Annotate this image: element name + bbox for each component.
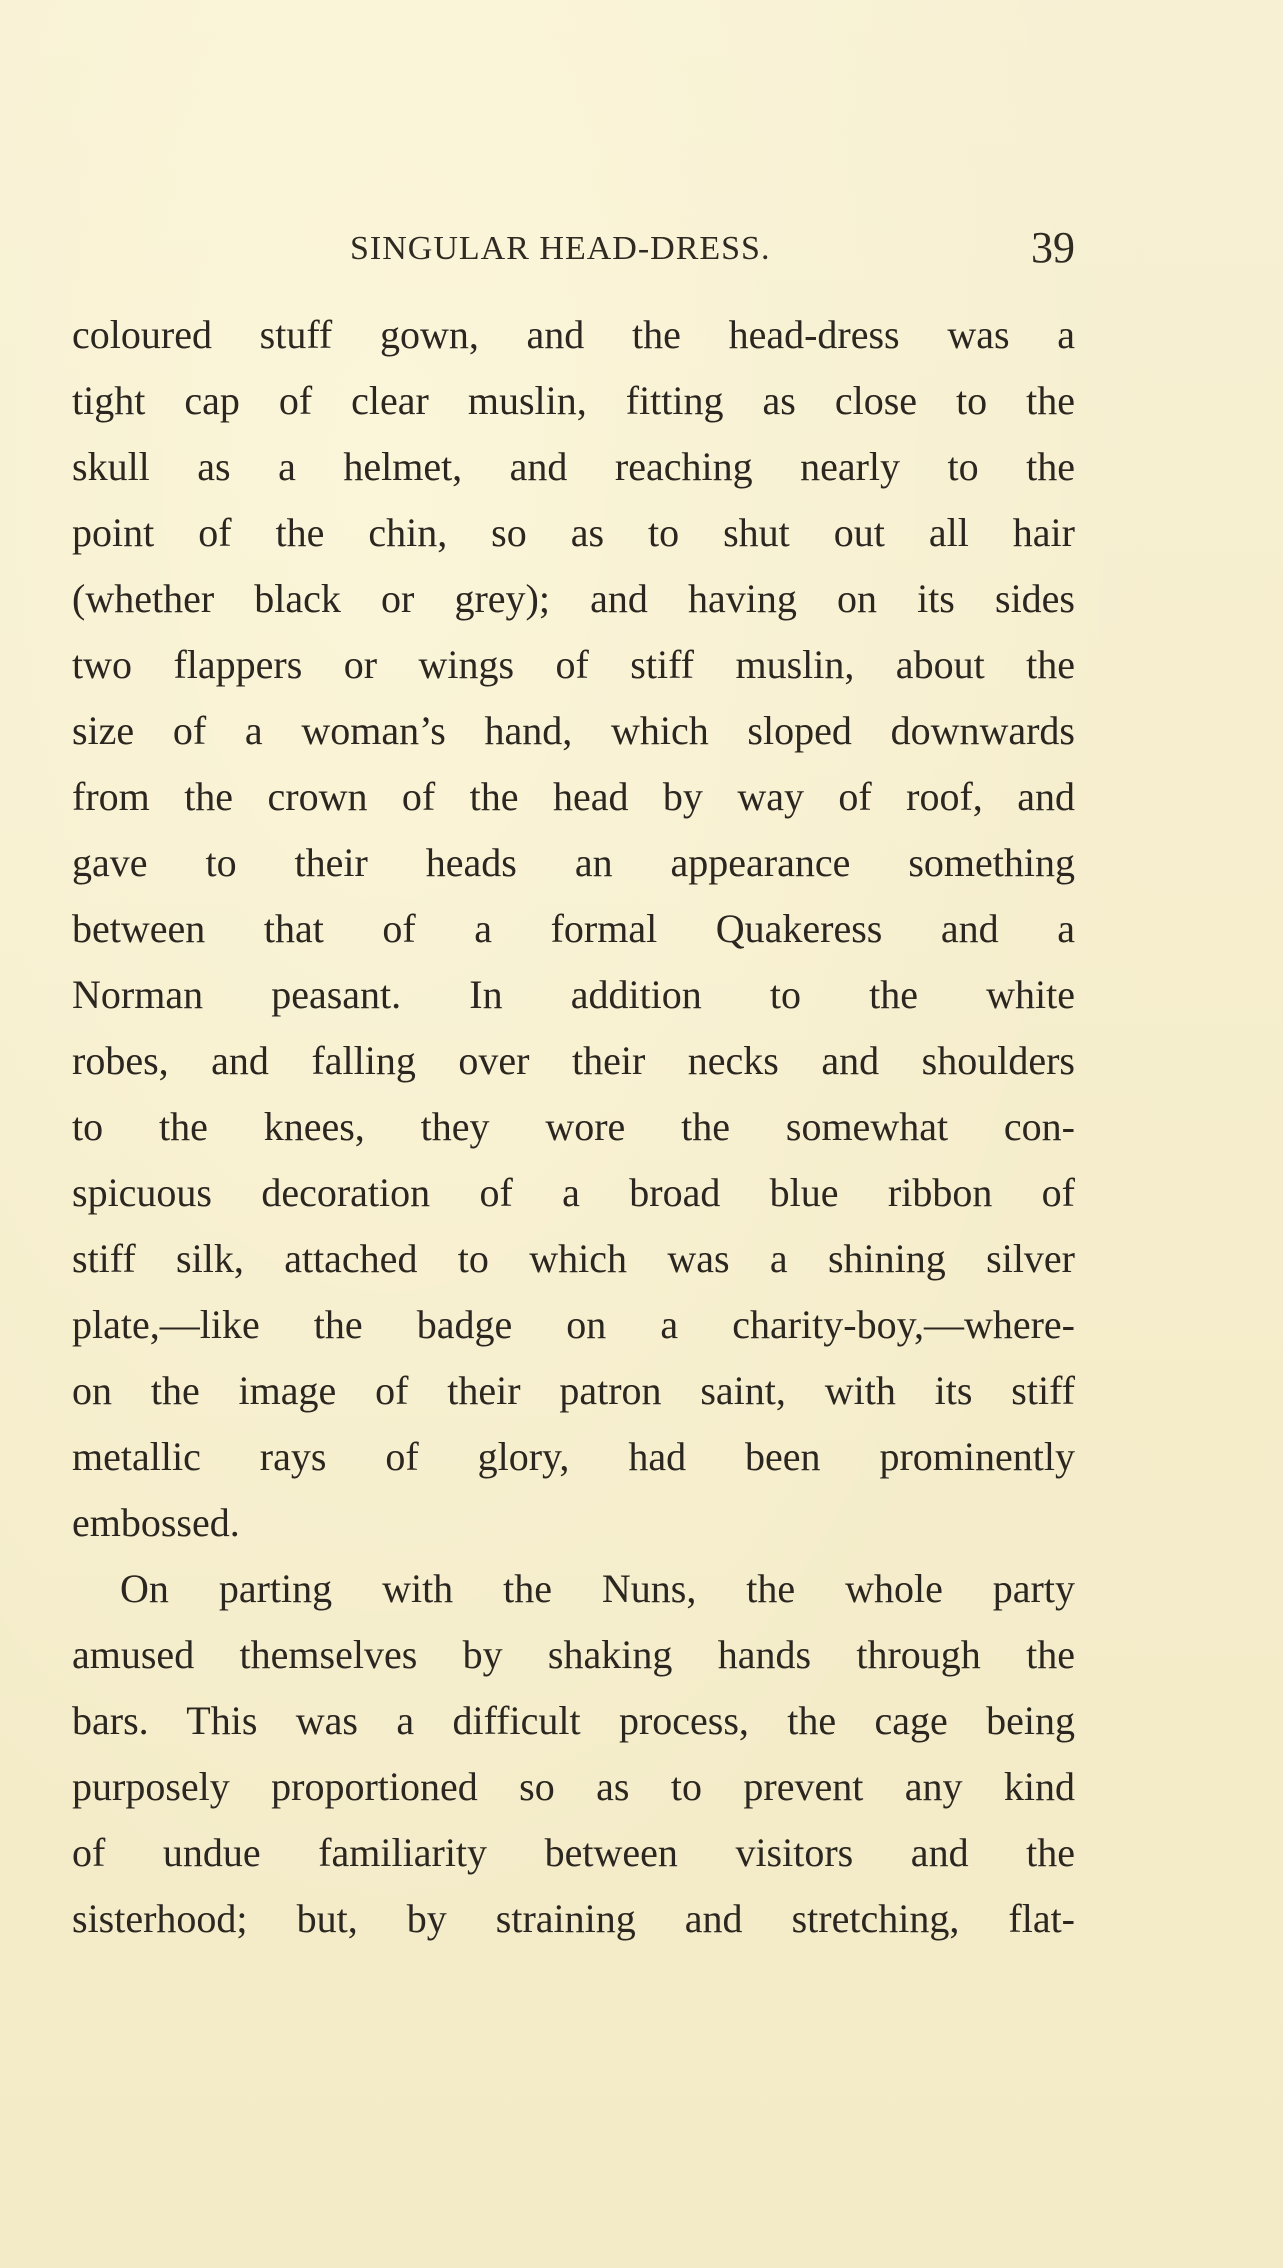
paragraph-2: [72, 1556, 1075, 1952]
text-line: on the image of their patron saint, with its stiff: [72, 1368, 1075, 1413]
text-line: gave to their heads an appearance something: [72, 840, 1075, 885]
text-line: skull as a helmet, and reaching nearly to the: [72, 444, 1075, 489]
body-text: [72, 302, 1075, 1952]
text-line: bars. This was a difficult process, the cage being: [72, 1698, 1075, 1743]
page-number: 39: [1031, 223, 1075, 272]
text-line: stiff silk, attached to which was a shining silver: [72, 1236, 1075, 1281]
text-line: plate,—like the badge on a charity-boy,—where-: [72, 1302, 1075, 1347]
text-line: Norman peasant. In addition to the white: [72, 972, 1075, 1017]
text-line: metallic rays of glory, had been prominently: [72, 1434, 1075, 1479]
text-line: sisterhood; but, by straining and stretching, flat-: [72, 1896, 1075, 1941]
text-line: purposely proportioned so as to prevent any kind: [72, 1764, 1075, 1809]
running-title: SINGULAR HEAD-DRESS.: [350, 230, 771, 267]
text-line: from the crown of the head by way of roof, and: [72, 774, 1075, 819]
text-line: size of a woman’s hand, which sloped downwards: [72, 708, 1075, 753]
text-line: to the knees, they wore the somewhat con-: [72, 1104, 1075, 1149]
text-line: point of the chin, so as to shut out all hair: [72, 510, 1075, 555]
paragraph-1: [72, 302, 1075, 1556]
text-line: tight cap of clear muslin, fitting as close to the: [72, 378, 1075, 423]
text-line: (whether black or grey); and having on its sides: [72, 576, 1075, 621]
text-line: robes, and falling over their necks and shoulders: [72, 1038, 1075, 1083]
text-line: of undue familiarity between visitors and the: [72, 1830, 1075, 1875]
text-line: two flappers or wings of stiff muslin, about the: [72, 642, 1075, 687]
text-line: coloured stuff gown, and the head-dress was a: [72, 312, 1075, 357]
running-head: [72, 222, 1075, 282]
text-line: embossed.: [72, 1500, 240, 1545]
text-line: On parting with the Nuns, the whole party: [120, 1566, 1075, 1611]
text-line: between that of a formal Quakeress and a: [72, 906, 1075, 951]
text-line: spicuous decoration of a broad blue ribbon of: [72, 1170, 1075, 1215]
text-line: amused themselves by shaking hands through the: [72, 1632, 1075, 1677]
